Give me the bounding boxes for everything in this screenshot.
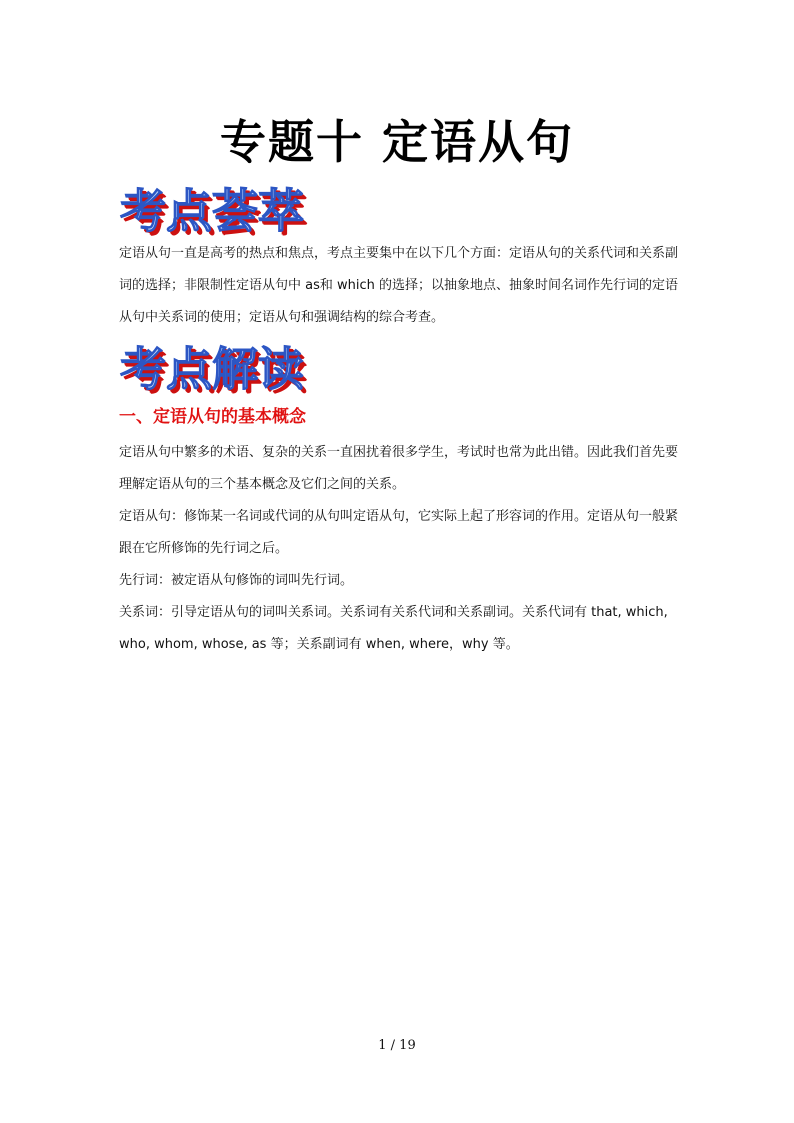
section-banner-kaodian-jiedu: 考点解读 [120, 342, 304, 396]
body-paragraph: 定语从句中繁多的术语、复杂的关系一直困扰着很多学生，考试时也常为此出错。因此我们首先要理解定语从句的三个基本概念及它们之间的关系。 [119, 445, 679, 492]
section-heading: 一、定语从句的基本概念 [119, 407, 306, 427]
section-banner-kaodian-huicui: 考点荟萃 [120, 184, 304, 238]
body-paragraph: 先行词：被定语从句修饰的词叫先行词。 [119, 573, 354, 588]
intro-paragraph: 定语从句一直是高考的热点和焦点，考点主要集中在以下几个方面：定语从句的关系代词和关系副词的选择；非限制性定语从句中 as和 which 的选择；以抽象地点、抽象时间名词作先行词的定语从句中关系词的使用；定语从句和强调结构的综合考查。 [119, 246, 679, 325]
body-paragraph: 关系词：引导定语从句的词叫关系词。关系词有关系代词和关系副词。关系代词有 that, which, who, whom, whose, as 等；关系副词有 when, where，why 等。 [119, 605, 668, 652]
document-title: 专题十 定语从句 [219, 115, 574, 169]
body-paragraph: 定语从句：修饰某一名词或代词的从句叫定语从句，它实际上起了形容词的作用。定语从句一般紧跟在它所修饰的先行词之后。 [119, 509, 679, 556]
page-number: 1 / 19 [378, 1038, 416, 1053]
